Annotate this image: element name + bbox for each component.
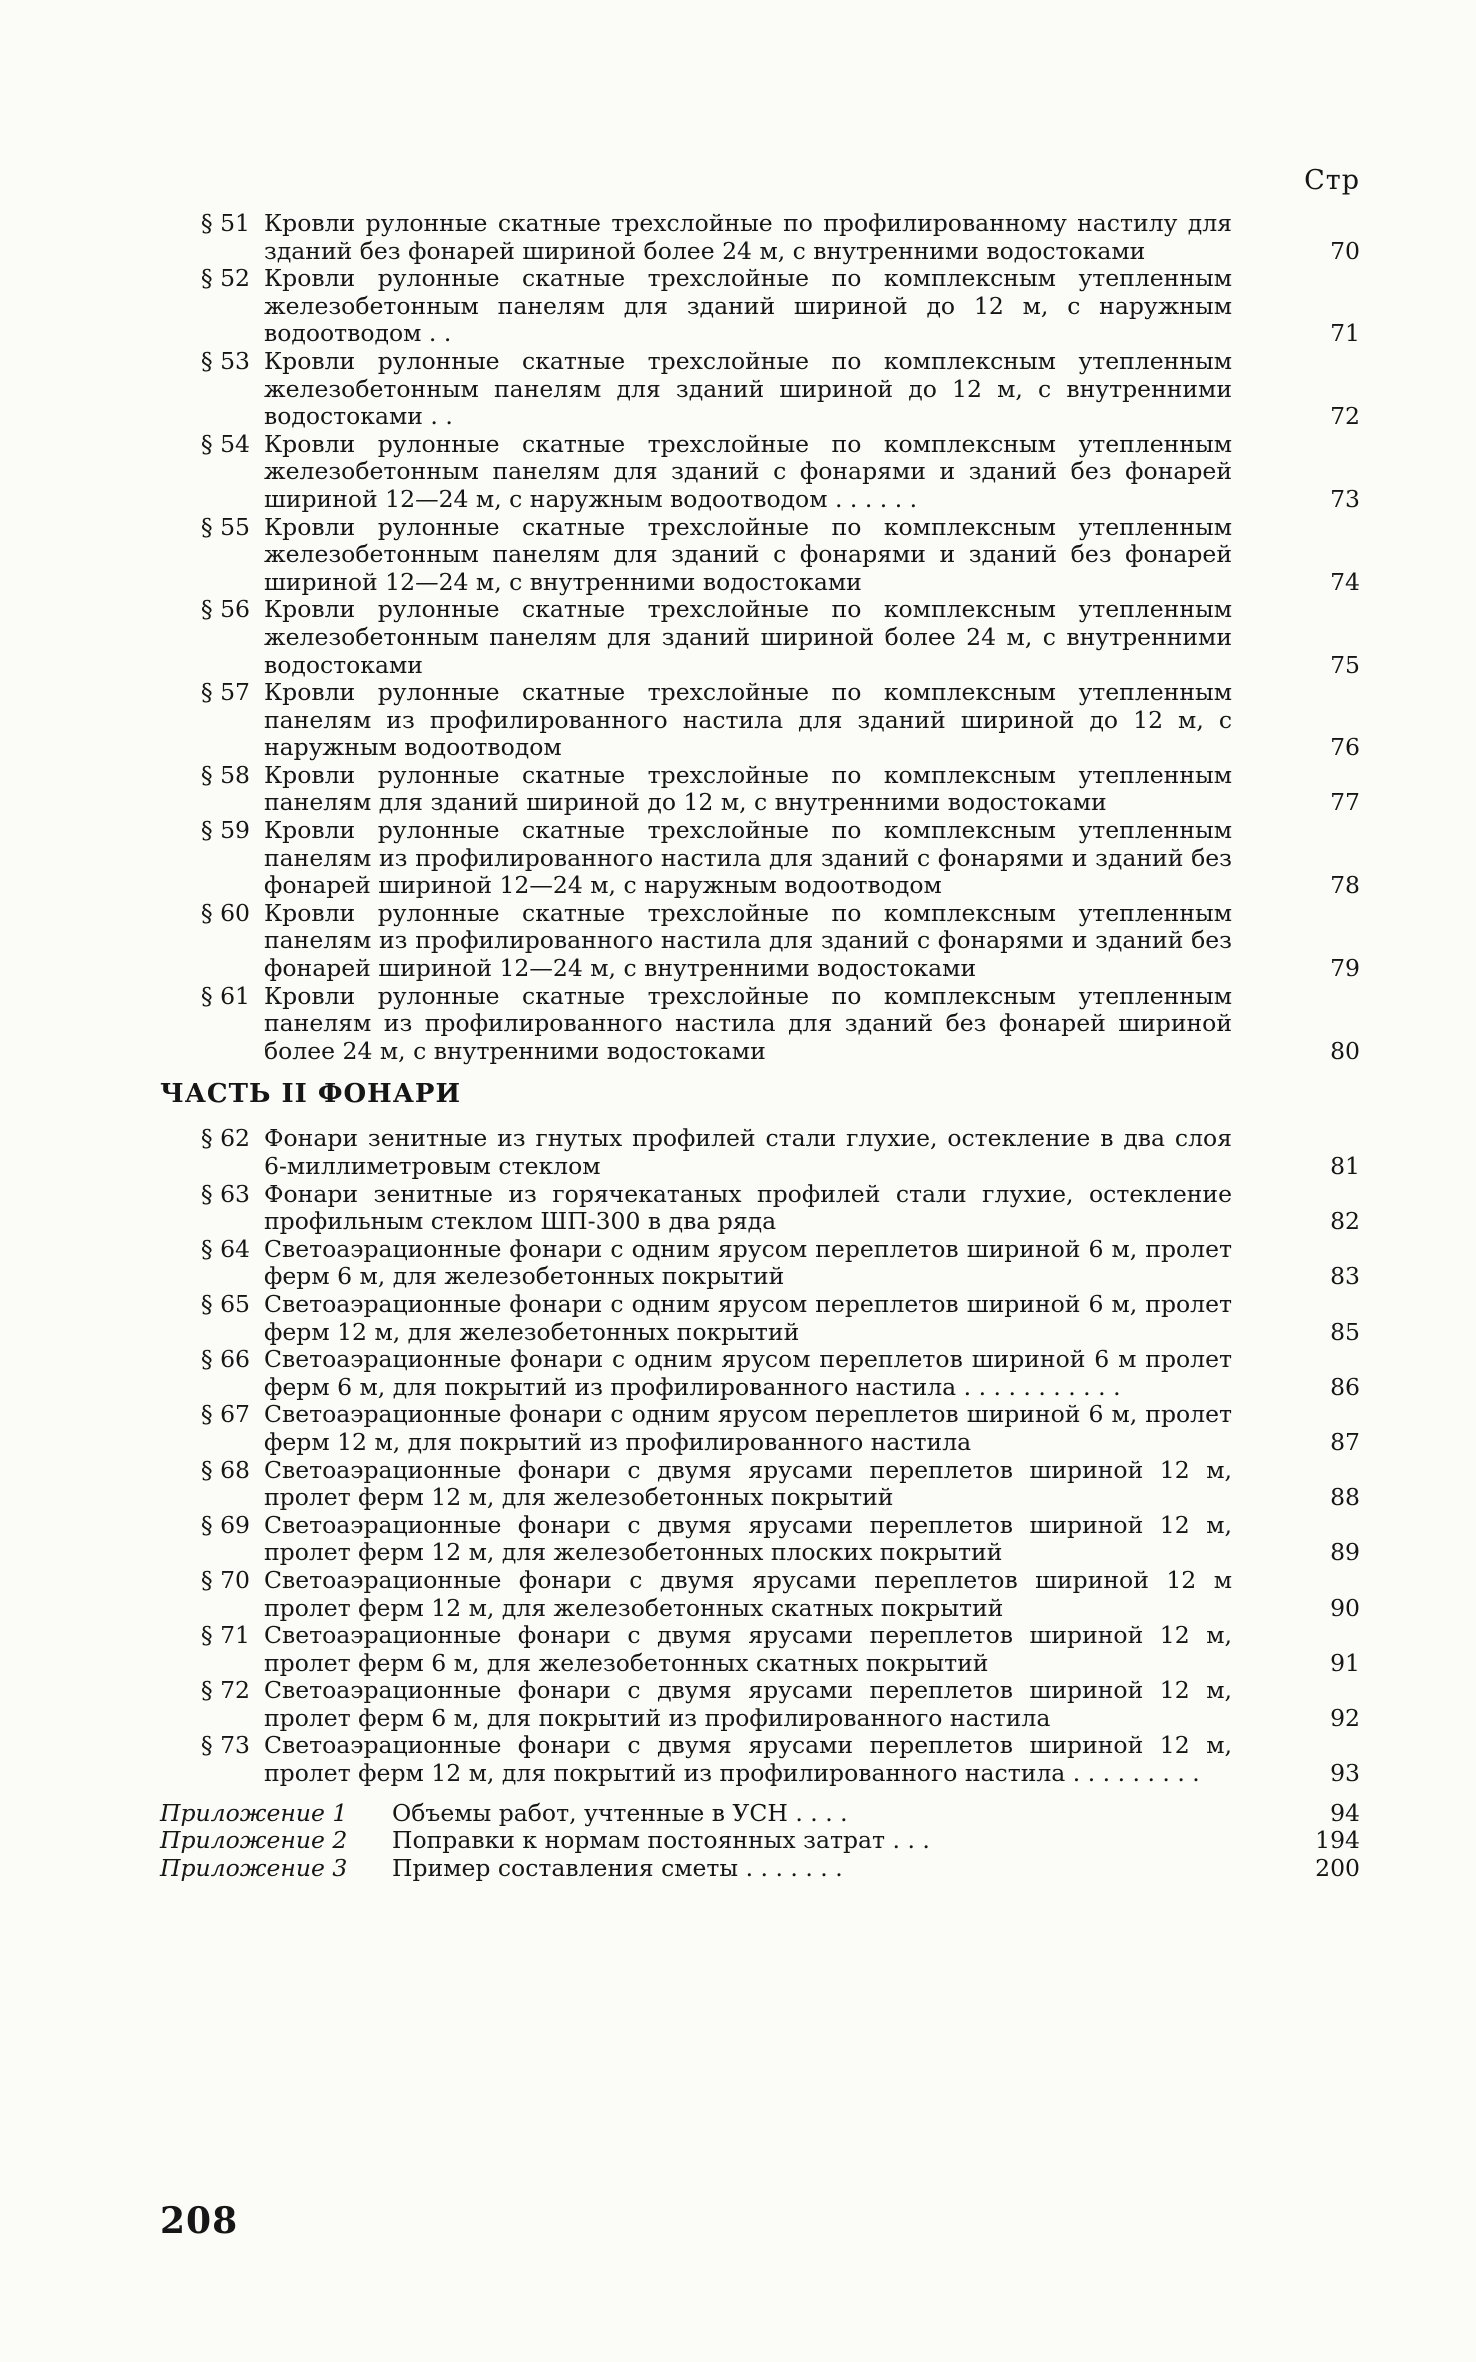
entry-title: Светоаэрационные фонари с двумя ярусами переплетов шириной 12 м, пролет ферм 12 м, для покрытий из профилированного настила . . . . . . . . . <box>264 1731 1232 1788</box>
section-number: § 67 <box>200 1400 250 1429</box>
toc-entry[interactable] <box>160 431 1360 514</box>
appendix-entry[interactable] <box>160 1800 1360 1828</box>
entry-title: Светоаэрационные фонари с одним ярусом переплетов шириной 6 м пролет ферм 6 м, для покрытий из профилированного настила . . . . . . . . . . . <box>264 1345 1232 1401</box>
section-number: § 70 <box>200 1565 250 1594</box>
page-ref: 71 <box>1330 319 1360 348</box>
page-ref: 93 <box>1330 1759 1360 1788</box>
page-ref: 81 <box>1330 1152 1360 1180</box>
page-ref: 74 <box>1330 567 1360 596</box>
toc-entry[interactable] <box>160 596 1360 679</box>
part1-entries <box>160 210 1360 1065</box>
toc-list <box>160 210 1360 1882</box>
page-ref: 85 <box>1330 1317 1360 1346</box>
page-ref: 82 <box>1330 1207 1360 1236</box>
entry-title: Светоаэрационные фонари с одним ярусом переплетов шириной 6 м, пролет ферм 12 м, для железобетонных покрытий <box>264 1289 1232 1346</box>
appendix-entry[interactable] <box>160 1855 1360 1883</box>
section-number: § 51 <box>200 209 250 237</box>
toc-entry[interactable] <box>160 265 1360 348</box>
entry-title: Светоаэрационные фонари с двумя ярусами переплетов шириной 12 м, пролет ферм 6 м, для покрытий из профилированного настила <box>264 1676 1232 1732</box>
toc-entry[interactable] <box>160 1291 1360 1346</box>
spacer <box>160 1788 1360 1800</box>
page-ref: 87 <box>1330 1427 1360 1456</box>
page-ref: 79 <box>1330 954 1360 983</box>
section-number: § 58 <box>200 760 250 789</box>
page-ref: 88 <box>1330 1483 1360 1512</box>
entry-title: Кровли рулонные скатные трехслойные по комплексным утепленным панелям для зданий шириной до 12 м, с внутренними водостоками <box>264 760 1232 817</box>
page-number: 208 <box>160 2200 239 2242</box>
page-ref: 80 <box>1330 1036 1360 1065</box>
entry-title: Кровли рулонные скатные трехслойные по комплексным утепленным панелям из профилированного настила для зданий шириной до 12 м, с наружным водоотводом <box>264 678 1232 762</box>
page-ref: 76 <box>1330 733 1360 762</box>
toc-entry[interactable] <box>160 1677 1360 1732</box>
toc-entry[interactable] <box>160 1567 1360 1622</box>
toc-entry[interactable] <box>160 900 1360 983</box>
entry-title: Светоаэрационные фонари с двумя ярусами переплетов шириной 12 м пролет ферм 12 м, для железобетонных скатных покрытий <box>264 1565 1232 1622</box>
appendix-title: Пример составления сметы . . . . . . . <box>392 1853 843 1882</box>
toc-entry[interactable] <box>160 1512 1360 1567</box>
appendix-title: Объемы работ, учтенные в УСН . . . . <box>392 1798 848 1827</box>
entry-title: Светоаэрационные фонари с двумя ярусами переплетов шириной 12 м, пролет ферм 6 м, для железобетонных скатных покрытий <box>264 1621 1232 1677</box>
entry-title: Кровли рулонные скатные трехслойные по комплексным утепленным панелям из профилированного настила для зданий с фонарями и зданий без фонарей шириной 12—24 м, с наружным водоотводом <box>264 816 1232 900</box>
entry-title: Светоаэрационные фонари с одним ярусом переплетов шириной 6 м, пролет ферм 6 м, для железобетонных покрытий <box>264 1234 1232 1291</box>
page-ref: 200 <box>1315 1853 1360 1882</box>
toc-entry[interactable] <box>160 1236 1360 1291</box>
page-ref: 75 <box>1330 650 1360 679</box>
appendix-list <box>160 1800 1360 1883</box>
toc-entry[interactable] <box>160 514 1360 597</box>
page-ref: 92 <box>1330 1703 1360 1732</box>
entry-title: Кровли рулонные скатные трехслойные по профилированному настилу для зданий без фонарей шириной более 24 м, с внутренними водостоками <box>264 209 1232 265</box>
toc-entry[interactable] <box>160 210 1360 265</box>
appendix-label: Приложение 1 <box>160 1798 348 1827</box>
toc-entry[interactable] <box>160 1457 1360 1512</box>
section-number: § 62 <box>200 1124 250 1153</box>
appendix-label: Приложение 2 <box>160 1826 348 1855</box>
entry-title: Фонари зенитные из горячекатаных профилей стали глухие, остекление профильным стеклом ШП-300 в два ряда <box>264 1179 1232 1236</box>
toc-entry[interactable] <box>160 1346 1360 1401</box>
section-number: § 55 <box>200 512 250 541</box>
section-number: § 60 <box>200 898 250 927</box>
entry-title: Кровли рулонные скатные трехслойные по комплексным утепленным железобетонным панелям для зданий шириной до 12 м, с наружным водоотводом . . <box>264 264 1232 348</box>
toc-entry[interactable] <box>160 1732 1360 1787</box>
page-ref: 89 <box>1330 1538 1360 1567</box>
page-ref: 72 <box>1330 402 1360 431</box>
page-ref: 73 <box>1330 484 1360 513</box>
section-number: § 73 <box>200 1731 250 1760</box>
entry-title: Кровли рулонные скатные трехслойные по комплексным утепленным железобетонным панелям для зданий шириной более 24 м, с внутренними водостоками <box>264 595 1232 679</box>
section-number: § 66 <box>200 1345 250 1374</box>
entry-title: Кровли рулонные скатные трехслойные по комплексным утепленным железобетонным панелям для зданий с фонарями и зданий без фонарей шириной 12—24 м, с внутренними водостоками <box>264 512 1232 596</box>
toc-entry[interactable] <box>160 1181 1360 1236</box>
section-number: § 68 <box>200 1455 250 1484</box>
section-number: § 71 <box>200 1621 250 1650</box>
page-column-header: Стр <box>1304 165 1360 196</box>
entry-title: Фонари зенитные из гнутых профилей стали глухие, остекление в два слоя 6-миллиметровым стеклом <box>264 1124 1232 1180</box>
section-number: § 72 <box>200 1676 250 1705</box>
section-number: § 57 <box>200 678 250 707</box>
entry-title: Светоаэрационные фонари с одним ярусом переплетов шириной 6 м, пролет ферм 12 м, для покрытий из профилированного настила <box>264 1400 1232 1456</box>
page-ref: 194 <box>1315 1826 1360 1855</box>
entry-title: Кровли рулонные скатные трехслойные по комплексным утепленным панелям из профилированного настила для зданий с фонарями и зданий без фонарей шириной 12—24 м, с внутренними водостоками <box>264 898 1232 983</box>
toc-entry[interactable] <box>160 762 1360 817</box>
page-ref: 91 <box>1330 1648 1360 1677</box>
section-number: § 52 <box>200 264 250 293</box>
toc-page <box>160 165 1360 2265</box>
page-ref: 77 <box>1330 788 1360 817</box>
section-number: § 61 <box>200 981 250 1010</box>
section-number: § 54 <box>200 429 250 458</box>
section-number: § 64 <box>200 1234 250 1263</box>
page-ref: 83 <box>1330 1262 1360 1291</box>
page-ref: 70 <box>1330 236 1360 265</box>
entry-title: Кровли рулонные скатные трехслойные по комплексным утепленным панелям из профилированного настила для зданий без фонарей шириной более 24 м, с внутренними водостоками <box>264 981 1232 1065</box>
toc-entry[interactable] <box>160 1622 1360 1677</box>
part2-entries <box>160 1125 1360 1787</box>
toc-entry[interactable] <box>160 1401 1360 1456</box>
toc-entry[interactable] <box>160 679 1360 762</box>
page-ref: 86 <box>1330 1372 1360 1401</box>
section-number: § 59 <box>200 816 250 845</box>
appendix-label: Приложение 3 <box>160 1853 348 1882</box>
section-number: § 56 <box>200 595 250 624</box>
page-ref: 94 <box>1330 1798 1360 1827</box>
part2-heading: ЧАСТЬ II ФОНАРИ <box>160 1079 462 1110</box>
section-number: § 65 <box>200 1289 250 1318</box>
appendix-title: Поправки к нормам постоянных затрат . . . <box>392 1826 930 1855</box>
entry-title: Светоаэрационные фонари с двумя ярусами переплетов шириной 12 м, пролет ферм 12 м, для железобетонных покрытий <box>264 1455 1232 1512</box>
page-ref: 78 <box>1330 871 1360 900</box>
entry-title: Кровли рулонные скатные трехслойные по комплексным утепленным железобетонным панелям для зданий шириной до 12 м, с внутренними водостоками . . <box>264 346 1232 431</box>
toc-entry[interactable] <box>160 983 1360 1066</box>
toc-entry[interactable] <box>160 348 1360 431</box>
entry-title: Кровли рулонные скатные трехслойные по комплексным утепленным железобетонным панелям для зданий с фонарями и зданий без фонарей шириной 12—24 м, с наружным водоотводом . . . . . . <box>264 429 1232 513</box>
section-number: § 69 <box>200 1510 250 1539</box>
appendix-entry[interactable] <box>160 1827 1360 1855</box>
entry-title: Светоаэрационные фонари с двумя ярусами переплетов шириной 12 м, пролет ферм 12 м, для железобетонных плоских покрытий <box>264 1510 1232 1567</box>
toc-entry[interactable] <box>160 1125 1360 1180</box>
page-ref: 90 <box>1330 1593 1360 1622</box>
section-number: § 63 <box>200 1179 250 1208</box>
toc-entry[interactable] <box>160 817 1360 900</box>
section-number: § 53 <box>200 346 250 375</box>
